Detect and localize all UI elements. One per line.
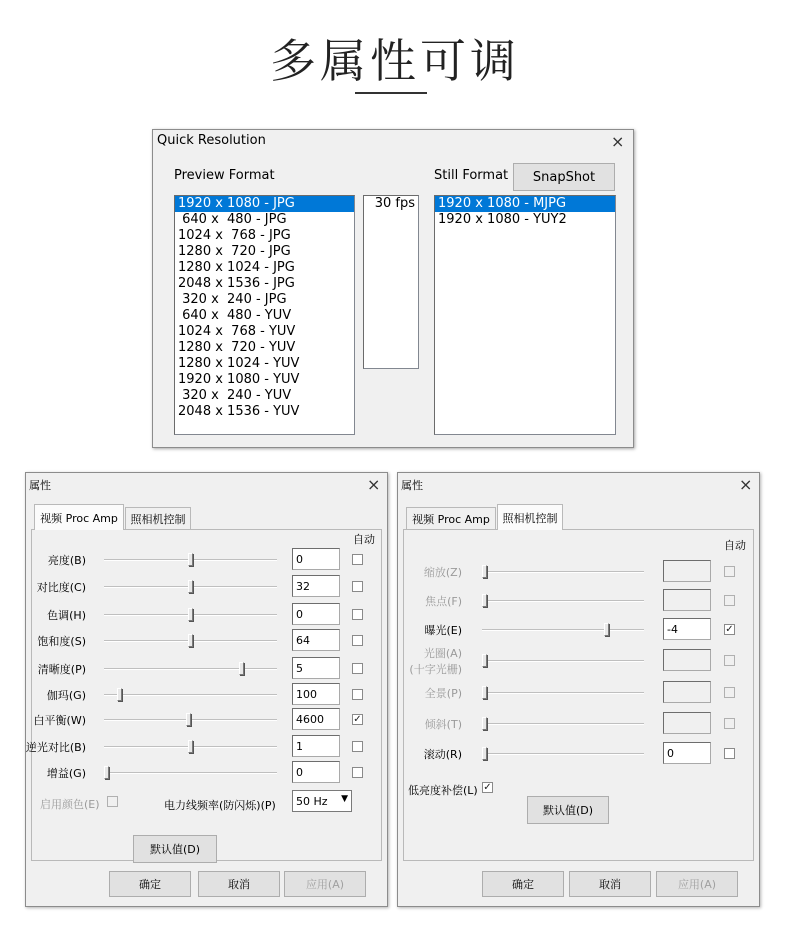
- slider-label: 缩放(Z): [423, 566, 462, 579]
- auto-checkbox[interactable]: [724, 566, 735, 577]
- apply-button[interactable]: 应用(A): [656, 871, 738, 897]
- slider-thumb[interactable]: [186, 713, 191, 726]
- auto-checkbox[interactable]: [352, 767, 363, 778]
- preview-format-item[interactable]: 1920 x 1080 - YUV: [178, 372, 300, 387]
- preview-format-item[interactable]: 1024 x 768 - JPG: [178, 228, 291, 243]
- value-field[interactable]: 0: [292, 603, 340, 625]
- slider-label: 曝光(E): [424, 624, 462, 637]
- still-format-list[interactable]: [434, 195, 616, 435]
- slider-track[interactable]: [482, 629, 644, 631]
- preview-format-item[interactable]: 1920 x 1080 - JPG: [175, 196, 354, 212]
- title-underline: [355, 92, 427, 94]
- ok-button[interactable]: 确定: [482, 871, 564, 897]
- slider-thumb[interactable]: [482, 594, 487, 607]
- preview-format-item[interactable]: 1024 x 768 - YUV: [178, 324, 296, 339]
- value-field[interactable]: [663, 712, 711, 734]
- slider-label: 白平衡(W): [33, 714, 86, 727]
- value-field[interactable]: 4600: [292, 708, 340, 730]
- auto-checkbox[interactable]: [352, 581, 363, 592]
- still-format-item[interactable]: 1920 x 1080 - MJPG: [435, 196, 615, 212]
- value-field[interactable]: [663, 681, 711, 703]
- proc-amp-dialog: [25, 472, 388, 907]
- slider-track[interactable]: [104, 772, 277, 774]
- close-icon[interactable]: ×: [367, 475, 381, 494]
- auto-checkbox[interactable]: [352, 689, 363, 700]
- slider-sublabel: (十字光栅): [409, 663, 462, 676]
- auto-checkbox[interactable]: ✓: [725, 624, 734, 635]
- window-title: Quick Resolution: [157, 133, 266, 148]
- fps-list[interactable]: [363, 195, 419, 369]
- slider-thumb[interactable]: [188, 608, 193, 621]
- value-field[interactable]: 0: [292, 761, 340, 783]
- color-enable-checkbox[interactable]: [107, 796, 118, 807]
- default-button[interactable]: 默认值(D): [527, 796, 609, 824]
- slider-label: 清晰度(P): [37, 663, 86, 676]
- color-enable-label: 启用颜色(E): [40, 798, 100, 811]
- auto-checkbox[interactable]: [724, 748, 735, 759]
- slider-label: 增益(G): [46, 767, 86, 780]
- ok-button[interactable]: 确定: [109, 871, 191, 897]
- value-field[interactable]: 100: [292, 683, 340, 705]
- preview-format-item[interactable]: 1280 x 720 - JPG: [178, 244, 291, 259]
- preview-format-list[interactable]: [174, 195, 355, 435]
- preview-format-item[interactable]: 320 x 240 - YUV: [178, 388, 292, 403]
- slider-label: 饱和度(S): [37, 635, 86, 648]
- value-field[interactable]: 0: [292, 548, 340, 570]
- slider-label: 逆光对比(B): [25, 741, 86, 754]
- preview-format-item[interactable]: 1280 x 720 - YUV: [178, 340, 296, 355]
- slider-thumb[interactable]: [117, 688, 122, 701]
- slider-thumb[interactable]: [104, 766, 109, 779]
- cancel-button[interactable]: 取消: [569, 871, 651, 897]
- auto-checkbox[interactable]: [352, 554, 363, 565]
- value-field[interactable]: 64: [292, 629, 340, 651]
- slider-track[interactable]: [104, 668, 277, 670]
- cancel-button[interactable]: 取消: [198, 871, 280, 897]
- preview-format-item[interactable]: 2048 x 1536 - JPG: [178, 276, 295, 291]
- auto-checkbox[interactable]: [352, 635, 363, 646]
- still-format-item[interactable]: 1920 x 1080 - YUY2: [438, 212, 567, 227]
- slider-thumb[interactable]: [482, 654, 487, 667]
- slider-thumb[interactable]: [239, 662, 244, 675]
- value-field[interactable]: 5: [292, 657, 340, 679]
- slider-label: 色调(H): [47, 609, 86, 622]
- slider-thumb[interactable]: [188, 740, 193, 753]
- preview-format-item[interactable]: 640 x 480 - YUV: [178, 308, 292, 323]
- slider-label: 焦点(F): [425, 595, 462, 608]
- slider-label: 亮度(B): [47, 554, 86, 567]
- slider-track[interactable]: [482, 723, 644, 725]
- value-field[interactable]: 1: [292, 735, 340, 757]
- close-icon[interactable]: ×: [611, 132, 625, 151]
- still-format-label: Still Format: [434, 168, 509, 183]
- default-button[interactable]: 默认值(D): [133, 835, 217, 863]
- value-field[interactable]: [663, 649, 711, 671]
- slider-thumb[interactable]: [482, 717, 487, 730]
- powerline-select[interactable]: [292, 790, 352, 812]
- powerline-value: 50 Hz: [296, 795, 328, 808]
- slider-label: 光圈(A): [423, 647, 462, 660]
- auto-header: 自动: [353, 533, 375, 546]
- auto-checkbox[interactable]: [352, 609, 363, 620]
- tab-proc-amp[interactable]: 视频 Proc Amp: [406, 507, 496, 529]
- tab-camera-control[interactable]: 照相机控制: [497, 504, 563, 530]
- preview-format-label: Preview Format: [174, 168, 275, 183]
- slider-track[interactable]: [482, 660, 644, 662]
- slider-thumb[interactable]: [482, 747, 487, 760]
- snapshot-button[interactable]: SnapShot: [513, 163, 615, 191]
- auto-checkbox[interactable]: ✓: [353, 714, 362, 725]
- fps-item[interactable]: 30 fps: [374, 196, 415, 211]
- slider-label: 伽玛(G): [46, 689, 86, 702]
- value-field[interactable]: [663, 560, 711, 582]
- camera-control-dialog: [397, 472, 760, 907]
- auto-header: 自动: [724, 539, 746, 552]
- close-icon[interactable]: ×: [739, 475, 753, 494]
- slider-track[interactable]: [482, 600, 644, 602]
- auto-checkbox[interactable]: [724, 718, 735, 729]
- slider-label: 滚动(R): [423, 748, 462, 761]
- auto-checkbox[interactable]: [724, 595, 735, 606]
- slider-thumb[interactable]: [188, 580, 193, 593]
- low-light-checkbox[interactable]: ✓: [483, 782, 492, 793]
- value-field[interactable]: 0: [663, 742, 711, 764]
- slider-track[interactable]: [482, 571, 644, 573]
- tab-proc-amp[interactable]: 视频 Proc Amp: [34, 504, 124, 530]
- auto-checkbox[interactable]: [352, 741, 363, 752]
- preview-format-item[interactable]: 640 x 480 - JPG: [178, 212, 287, 227]
- slider-thumb[interactable]: [188, 553, 193, 566]
- apply-button[interactable]: 应用(A): [284, 871, 366, 897]
- tab-camera-control[interactable]: 照相机控制: [125, 507, 191, 529]
- slider-track[interactable]: [104, 694, 277, 696]
- slider-thumb[interactable]: [482, 686, 487, 699]
- preview-format-item[interactable]: 1280 x 1024 - YUV: [178, 356, 300, 371]
- low-light-label: 低亮度补偿(L): [408, 784, 478, 797]
- powerline-label: 电力线频率(防闪烁)(P): [164, 799, 276, 812]
- page-title: 多属性可调: [270, 34, 520, 88]
- slider-thumb[interactable]: [604, 623, 609, 636]
- slider-track[interactable]: [482, 692, 644, 694]
- value-field[interactable]: [663, 589, 711, 611]
- slider-label: 倾斜(T): [424, 718, 462, 731]
- value-field[interactable]: 32: [292, 575, 340, 597]
- quick-resolution-window: [152, 129, 634, 448]
- slider-thumb[interactable]: [188, 634, 193, 647]
- slider-track[interactable]: [482, 753, 644, 755]
- dialog-title: 属性: [29, 479, 51, 492]
- dialog-title: 属性: [401, 479, 423, 492]
- value-field[interactable]: -4: [663, 618, 711, 640]
- auto-checkbox[interactable]: [724, 655, 735, 666]
- slider-label: 对比度(C): [36, 581, 86, 594]
- preview-format-item[interactable]: 1280 x 1024 - JPG: [178, 260, 295, 275]
- preview-format-item[interactable]: 2048 x 1536 - YUV: [178, 404, 300, 419]
- auto-checkbox[interactable]: [724, 687, 735, 698]
- auto-checkbox[interactable]: [352, 663, 363, 674]
- chevron-down-icon: ▼: [341, 794, 348, 804]
- preview-format-item[interactable]: 320 x 240 - JPG: [178, 292, 287, 307]
- slider-thumb[interactable]: [482, 565, 487, 578]
- slider-label: 全景(P): [424, 687, 462, 700]
